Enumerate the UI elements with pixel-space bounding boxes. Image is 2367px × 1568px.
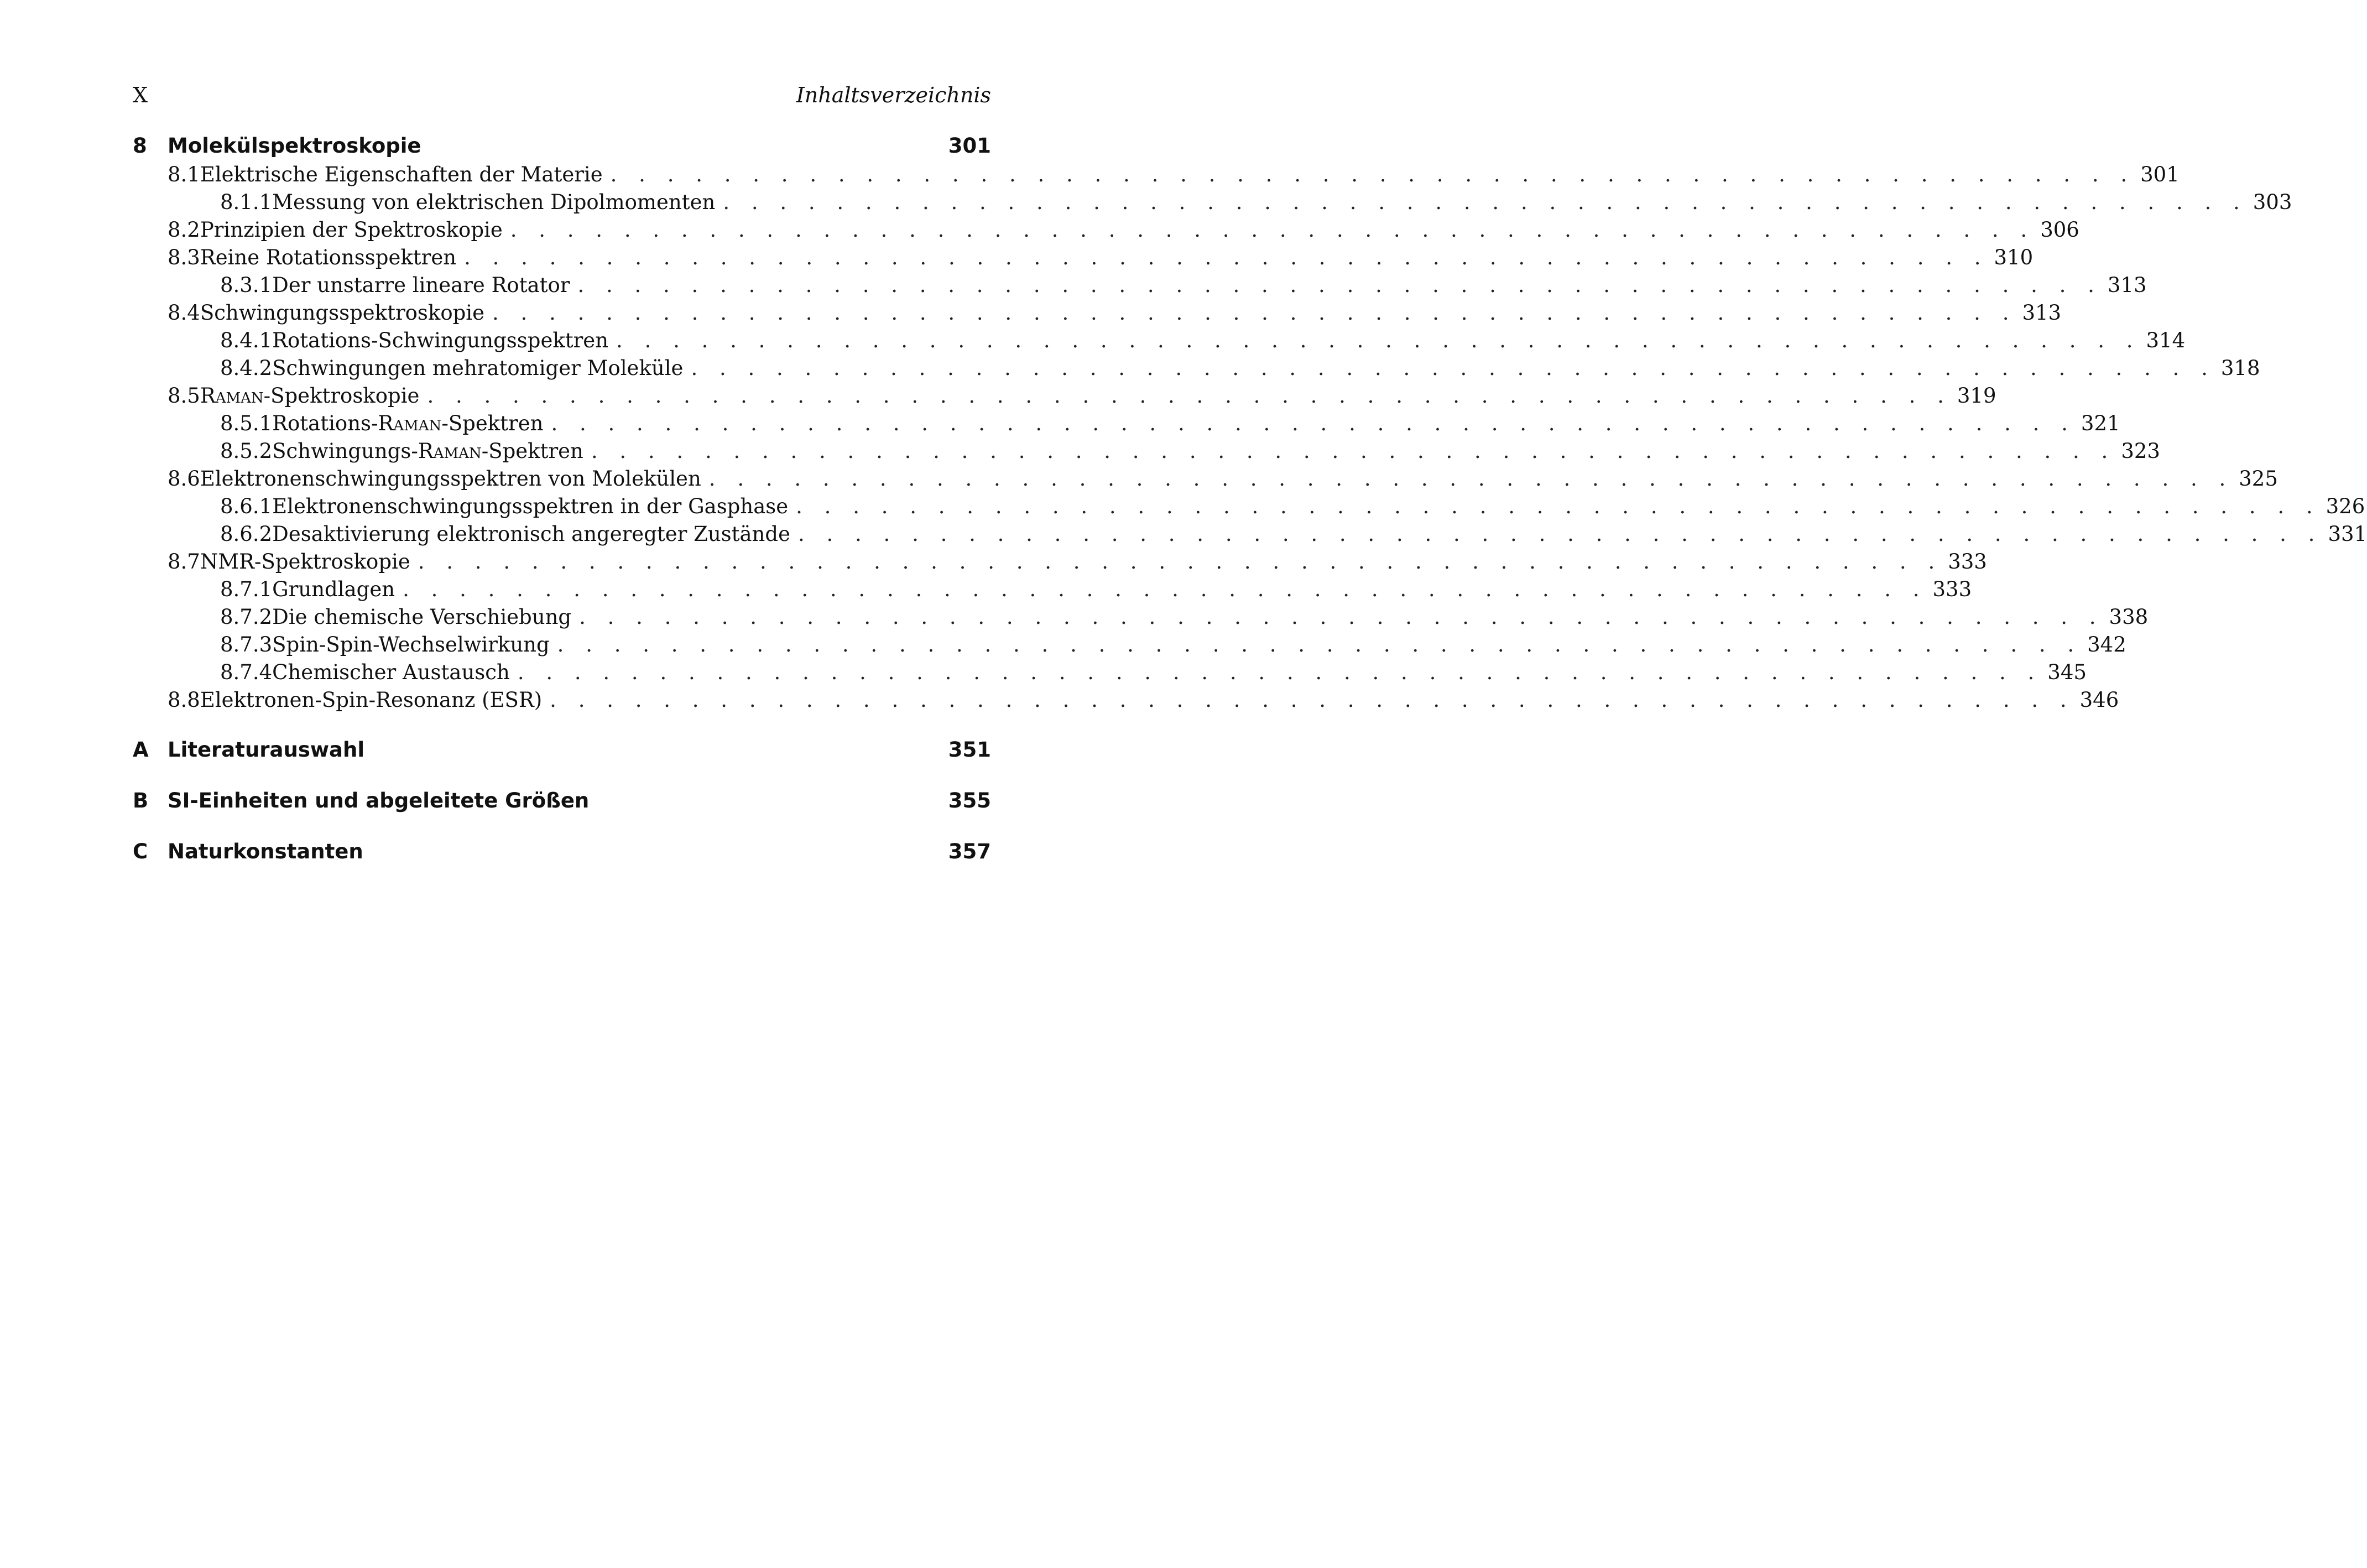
appendix-title: SI-Einheiten und abgeleitete Größen: [168, 789, 590, 812]
entry-title-rest: -Spektren: [481, 439, 583, 463]
entry-number: 8.5.2: [220, 439, 273, 463]
entry-title-smallcaps: Raman: [378, 411, 442, 435]
chapter-page: 301: [948, 134, 991, 158]
appendix-page: 357: [948, 840, 991, 863]
dot-leader: . . . . . . . . . . . . . . . . . . . . . . . . . . . . . . . . . . . . . . . . . . . . . . . . . . . . . .: [403, 577, 1927, 601]
dot-leader: . . . . . . . . . . . . . . . . . . . . . . . . . . . . . . . . . . . . . . . . . . . . . . . . . . . . . .: [579, 605, 2104, 629]
entry-title: [200, 384, 420, 408]
toc-entry-8-5[interactable]: [133, 384, 1996, 411]
entry-number: 8.1.1: [220, 190, 273, 214]
appendix-page: 351: [948, 738, 991, 762]
entry-number: 8.3.1: [220, 273, 273, 297]
dot-leader: . . . . . . . . . . . . . . . . . . . . . . . . . . . . . . . . . . . . . . . . . . . . . . . . . . . . . .: [796, 494, 2321, 518]
toc-appendix-c[interactable]: [133, 840, 991, 868]
entry-title: Rotations-Schwingungsspektren: [272, 329, 609, 352]
entry-number: 8.4: [168, 301, 200, 325]
toc-entry-8-5-1[interactable]: [133, 411, 2120, 439]
entry-number: 8.6: [168, 467, 200, 491]
appendix-page: 355: [948, 789, 991, 812]
toc-entry-8-1[interactable]: [133, 163, 2180, 190]
dot-leader: . . . . . . . . . . . . . . . . . . . . . . . . . . . . . . . . . . . . . . . . . . . . . . . . . . . . . .: [550, 688, 2074, 712]
entry-page: 321: [2081, 411, 2120, 435]
entry-number: 8.8: [168, 688, 200, 712]
entry-number: 8.7.4: [220, 660, 273, 684]
toc-entry-8-6-2[interactable]: [133, 522, 2367, 550]
dot-leader: . . . . . . . . . . . . . . . . . . . . . . . . . . . . . . . . . . . . . . . . . . . . . . . . . . . . . .: [464, 246, 1989, 269]
entry-page: 323: [2121, 439, 2160, 463]
dot-leader: . . . . . . . . . . . . . . . . . . . . . . . . . . . . . . . . . . . . . . . . . . . . . . . . . . . . . .: [723, 190, 2248, 214]
entry-title: Der unstarre lineare Rotator: [272, 273, 570, 297]
entry-title: [272, 439, 583, 463]
toc-entry-8-3-1[interactable]: [133, 273, 2147, 301]
spacer: [133, 817, 991, 840]
dot-leader: . . . . . . . . . . . . . . . . . . . . . . . . . . . . . . . . . . . . . . . . . . . . . . . . . . . . . .: [492, 301, 2017, 325]
dot-leader: . . . . . . . . . . . . . . . . . . . . . . . . . . . . . . . . . . . . . . . . . . . . . . . . . . . . . .: [610, 163, 2135, 186]
toc-chapter-8[interactable]: [133, 134, 991, 163]
entry-title-rest: -Spektroskopie: [263, 384, 420, 408]
entry-page: 326: [2326, 494, 2365, 518]
entry-title: NMR-Spektroskopie: [200, 550, 410, 574]
dot-leader: . . . . . . . . . . . . . . . . . . . . . . . . . . . . . . . . . . . . . . . . . . . . . . . . . . . . . .: [557, 633, 2082, 657]
toc-entry-8-7-4[interactable]: [133, 660, 2087, 688]
entry-number: 8.6.1: [220, 494, 273, 518]
entry-title: Elektronen-Spin-Resonanz (ESR): [200, 688, 543, 712]
running-head: [133, 83, 991, 107]
appendix-title: Naturkonstanten: [168, 840, 363, 863]
entry-title: Grundlagen: [272, 577, 395, 601]
appendix-letter: A: [133, 738, 149, 762]
entry-number: 8.4.2: [220, 356, 273, 380]
toc-entry-8-6[interactable]: [133, 467, 2278, 494]
entry-title: Chemischer Austausch: [272, 660, 510, 684]
toc-entry-8-7[interactable]: [133, 550, 1987, 577]
entry-title-smallcaps: Raman: [200, 384, 264, 408]
entry-title: Prinzipien der Spektroskopie: [200, 218, 503, 242]
entry-page: 310: [1994, 246, 2034, 269]
toc-entry-8-4-1[interactable]: [133, 329, 2186, 356]
entry-page: 333: [1948, 550, 1987, 574]
entry-title: [272, 411, 543, 435]
entry-page: 301: [2140, 163, 2180, 186]
entry-page: 331: [2328, 522, 2367, 546]
entry-page: 306: [2040, 218, 2079, 242]
entry-title: Elektronenschwingungsspektren in der Gasphase: [272, 494, 789, 518]
entry-number: 8.7: [168, 550, 200, 574]
entry-title: Messung von elektrischen Dipolmomenten: [272, 190, 716, 214]
dot-leader: . . . . . . . . . . . . . . . . . . . . . . . . . . . . . . . . . . . . . . . . . . . . . . . . . . . . . .: [708, 467, 2234, 491]
running-title: Inhaltsverzeichnis: [796, 83, 991, 107]
entry-page: 345: [2047, 660, 2087, 684]
entry-page: 333: [1932, 577, 1972, 601]
toc-entry-8-6-1[interactable]: [133, 494, 2365, 522]
chapter-title: Molekülspektroskopie: [168, 134, 421, 158]
toc-entry-8-7-1[interactable]: [133, 577, 1972, 605]
dot-leader: . . . . . . . . . . . . . . . . . . . . . . . . . . . . . . . . . . . . . . . . . . . . . . . . . . . . . .: [418, 550, 1943, 574]
spacer: [133, 767, 991, 789]
dot-leader: . . . . . . . . . . . . . . . . . . . . . . . . . . . . . . . . . . . . . . . . . . . . . . . . . . . . . .: [616, 329, 2141, 352]
entry-title: Reine Rotationsspektren: [200, 246, 457, 269]
entry-page: 346: [2079, 688, 2119, 712]
entry-number: 8.7.1: [220, 577, 273, 601]
toc-entry-8-4-2[interactable]: [133, 356, 2260, 384]
entry-page: 318: [2220, 356, 2260, 380]
entry-number: 8.5: [168, 384, 200, 408]
spacer: [133, 716, 991, 738]
toc-entry-8-1-1[interactable]: [133, 190, 2292, 218]
toc-entry-8-5-2[interactable]: [133, 439, 2160, 467]
entry-number: 8.2: [168, 218, 200, 242]
dot-leader: . . . . . . . . . . . . . . . . . . . . . . . . . . . . . . . . . . . . . . . . . . . . . . . . . . . . . .: [691, 356, 2215, 380]
entry-number: 8.4.1: [220, 329, 273, 352]
toc-entry-8-2[interactable]: [133, 218, 2079, 246]
dot-leader: . . . . . . . . . . . . . . . . . . . . . . . . . . . . . . . . . . . . . . . . . . . . . . . . . . . . . .: [591, 439, 2116, 463]
entry-title-prefix: Schwingungs-: [272, 439, 418, 463]
entry-title: Die chemische Verschiebung: [272, 605, 572, 629]
dot-leader: . . . . . . . . . . . . . . . . . . . . . . . . . . . . . . . . . . . . . . . . . . . . . . . . . . . . . .: [510, 218, 2035, 242]
entry-number: 8.1: [168, 163, 200, 186]
entry-title: Schwingungen mehratomiger Moleküle: [272, 356, 684, 380]
entry-title-rest: -Spektren: [441, 411, 544, 435]
dot-leader: . . . . . . . . . . . . . . . . . . . . . . . . . . . . . . . . . . . . . . . . . . . . . . . . . . . . . .: [577, 273, 2102, 297]
entry-title: Spin-Spin-Wechselwirkung: [272, 633, 550, 657]
entry-page: 325: [2239, 467, 2278, 491]
entry-page: 319: [1957, 384, 1996, 408]
entry-page: 338: [2109, 605, 2149, 629]
toc-entry-8-3[interactable]: [133, 246, 2034, 273]
entry-page: 313: [2022, 301, 2062, 325]
entry-title-smallcaps: Raman: [418, 439, 482, 463]
entry-page: 303: [2253, 190, 2292, 214]
entry-title: Elektronenschwingungsspektren von Molekülen: [200, 467, 701, 491]
entry-number: 8.6.2: [220, 522, 273, 546]
entry-title: Schwingungsspektroskopie: [200, 301, 485, 325]
appendix-letter: B: [133, 789, 149, 812]
entry-page: 313: [2107, 273, 2147, 297]
chapter-number: 8: [133, 134, 147, 158]
dot-leader: . . . . . . . . . . . . . . . . . . . . . . . . . . . . . . . . . . . . . . . . . . . . . . . . . . . . . .: [797, 522, 2323, 546]
toc-entry-8-7-2[interactable]: [133, 605, 2149, 633]
dot-leader: . . . . . . . . . . . . . . . . . . . . . . . . . . . . . . . . . . . . . . . . . . . . . . . . . . . . . .: [427, 384, 1952, 408]
entry-number: 8.7.3: [220, 633, 273, 657]
page-number: X: [133, 83, 148, 107]
dot-leader: . . . . . . . . . . . . . . . . . . . . . . . . . . . . . . . . . . . . . . . . . . . . . . . . . . . . . .: [517, 660, 2042, 684]
toc-appendix-b[interactable]: [133, 789, 991, 817]
toc-appendix-a[interactable]: [133, 738, 991, 767]
entry-number: 8.7.2: [220, 605, 273, 629]
entry-page: 342: [2087, 633, 2126, 657]
entry-title: Elektrische Eigenschaften der Materie: [200, 163, 603, 186]
table-of-contents: [133, 134, 2367, 868]
entry-number: 8.5.1: [220, 411, 273, 435]
entry-number: 8.3: [168, 246, 200, 269]
entry-page: 314: [2146, 329, 2186, 352]
dot-leader: . . . . . . . . . . . . . . . . . . . . . . . . . . . . . . . . . . . . . . . . . . . . . . . . . . . . . .: [551, 411, 2076, 435]
toc-entry-8-4[interactable]: [133, 301, 2062, 329]
toc-entry-8-7-3[interactable]: [133, 633, 2126, 660]
toc-entry-8-8[interactable]: [133, 688, 2119, 716]
appendix-letter: C: [133, 840, 148, 863]
entry-title-prefix: Rotations-: [272, 411, 378, 435]
appendix-title: Literaturauswahl: [168, 738, 365, 762]
entry-title: Desaktivierung elektronisch angeregter Zustände: [272, 522, 790, 546]
